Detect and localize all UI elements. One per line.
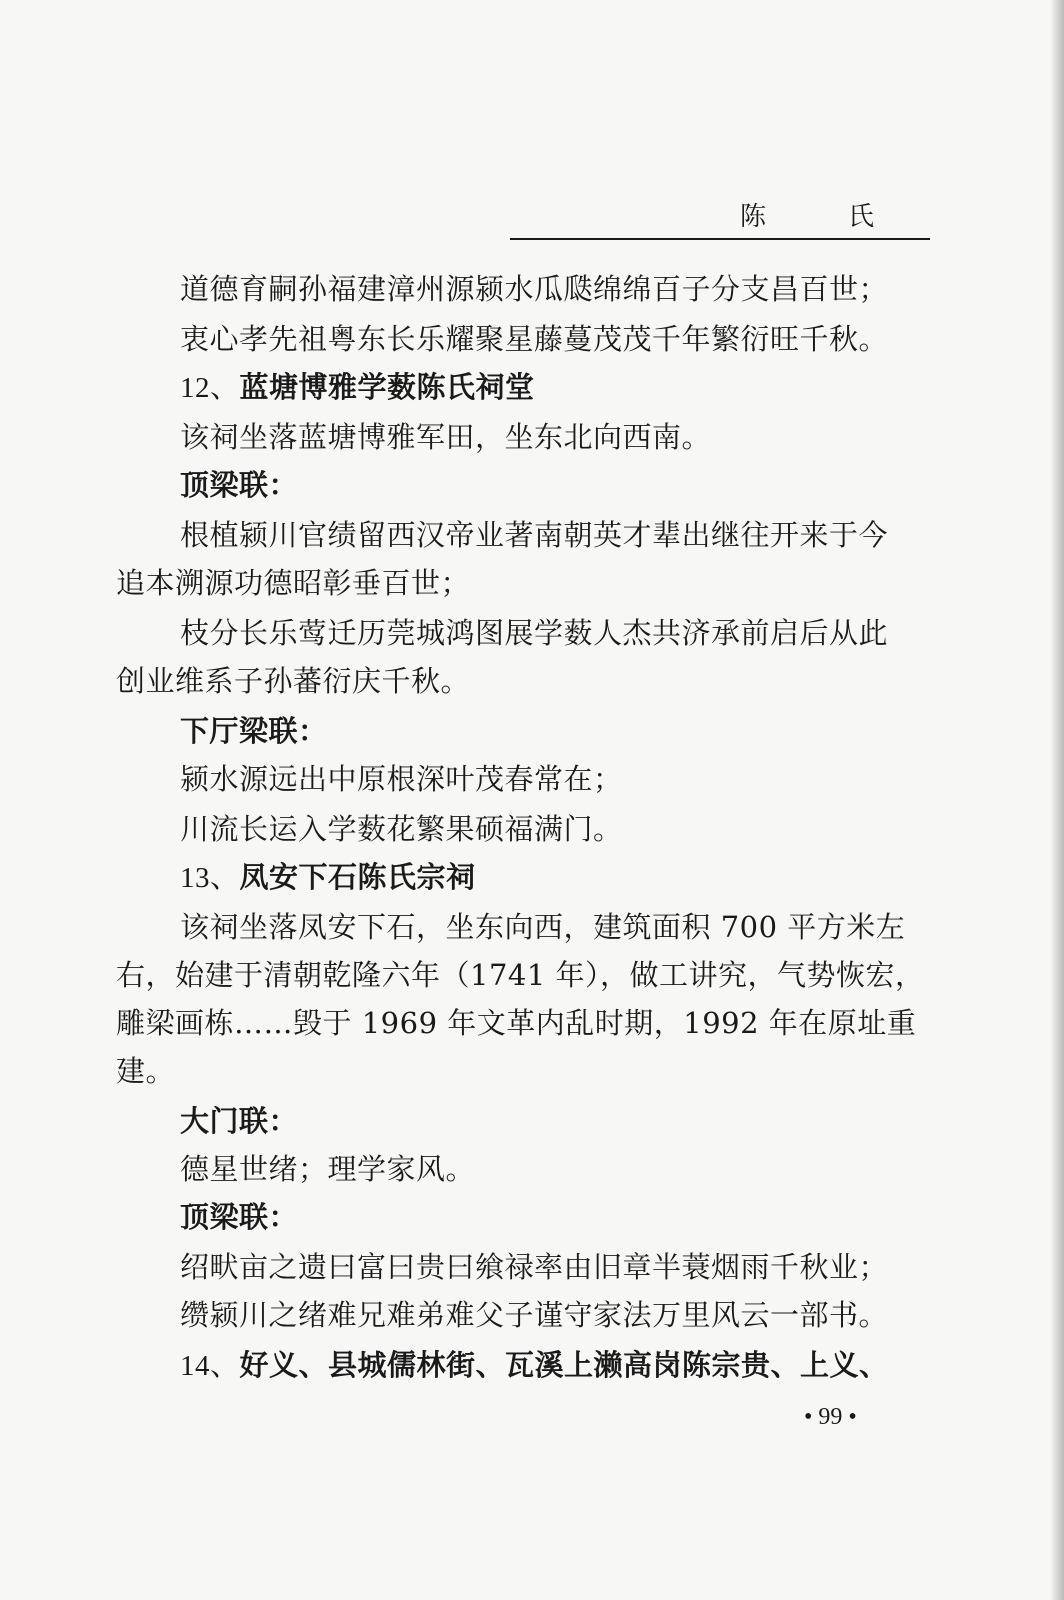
couplet-line: 衷心孝先祖粤东长乐耀聚星藤蔓茂茂千年繁衍旺千秋。 <box>180 322 889 356</box>
page-edge-shadow <box>1050 0 1064 1600</box>
page-number: • 99 • <box>804 1404 857 1430</box>
couplet-line: 颍水源远出中原根深叶茂春常在； <box>180 762 623 796</box>
subheading: 顶梁联： <box>180 468 299 502</box>
section-title: 凤安下石陈氏宗祠 <box>239 860 476 894</box>
section-heading-14 <box>180 1348 1010 1383</box>
section-number: 14、 <box>180 1350 240 1382</box>
subheading: 大门联： <box>180 1104 299 1138</box>
section-title: 好义、县城儒林街、瓦溪上濑高岗陈宗贵、上义、 <box>239 1348 889 1382</box>
section-number: 12、 <box>180 372 240 404</box>
section-heading-12 <box>180 370 1010 405</box>
subheading: 顶梁联： <box>180 1200 299 1234</box>
couplet-line: 缵颍川之绪难兄难弟难父子谨守家法万里风云一部书。 <box>180 1298 889 1332</box>
couplet-line: 追本溯源功德昭彰垂百世； <box>116 566 471 600</box>
section-number: 13、 <box>180 862 240 894</box>
paragraph-line: 该祠坐落凤安下石，坐东向西，建筑面积 700 平方米左 <box>180 910 906 944</box>
paragraph-line: 建。 <box>116 1054 176 1088</box>
couplet-line: 枝分长乐莺迁历莞城鸿图展学薮人杰共济承前启后从此 <box>180 616 889 650</box>
paragraph-line: 雕梁画栋……毁于 1969 年文革内乱时期，1992 年在原址重 <box>116 1006 917 1040</box>
paragraph-line: 该祠坐落蓝塘博雅军田，坐东北向西南。 <box>180 420 712 454</box>
paragraph-line: 右，始建于清朝乾隆六年（1741 年），做工讲究，气势恢宏， <box>116 958 925 992</box>
subheading: 下厅梁联： <box>180 714 328 748</box>
couplet-line: 根植颍川官绩留西汉帝业著南朝英才辈出继往开来于今 <box>180 518 889 552</box>
header-title: 陈 氏 <box>739 202 902 232</box>
couplet-line: 道德育嗣孙福建漳州源颍水瓜瓞绵绵百子分支昌百世； <box>180 272 889 306</box>
couplet-line: 川流长运入学薮花繁果硕福满门。 <box>180 812 623 846</box>
couplet-line: 绍畎亩之遗曰富曰贵曰飨禄率由旧章半蓑烟雨千秋业； <box>180 1250 889 1284</box>
couplet-line: 德星世绪；理学家风。 <box>180 1152 476 1186</box>
section-heading-13 <box>180 860 1010 895</box>
section-title: 蓝塘博雅学薮陈氏祠堂 <box>239 370 535 404</box>
couplet-line: 创业维系子孙蕃衍庆千秋。 <box>116 664 471 698</box>
running-header <box>510 196 930 240</box>
